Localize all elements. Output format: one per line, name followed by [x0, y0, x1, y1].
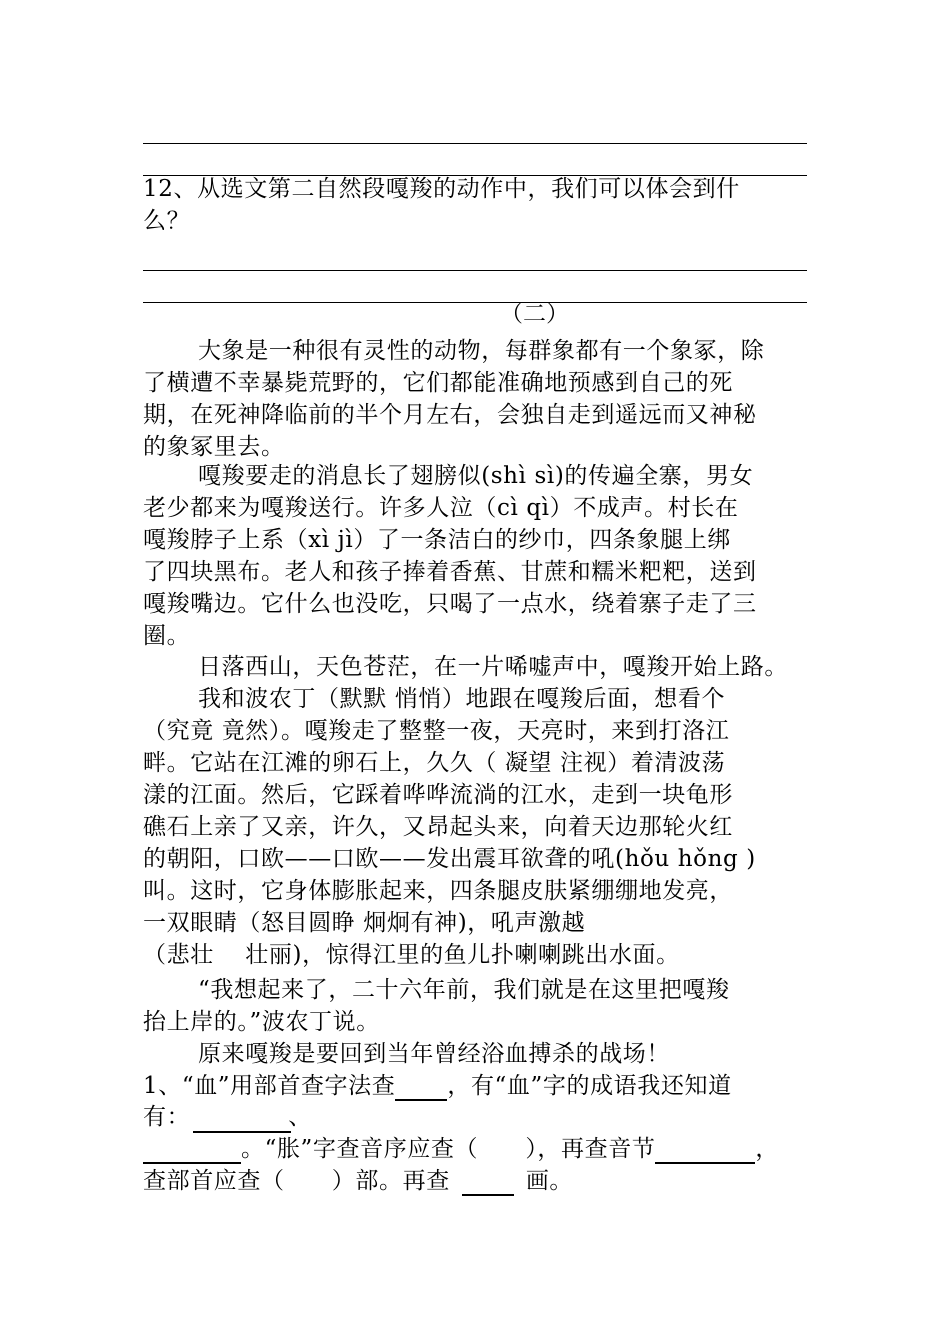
answer-line[interactable] — [143, 302, 807, 303]
idiom-blank-1-underline[interactable] — [193, 1131, 291, 1133]
question-text: 有： — [143, 1104, 191, 1130]
question-text: ，有“血”字的成语我还知道 — [447, 1073, 732, 1099]
question-text: 查部首应查（ ）部。再查 — [143, 1168, 450, 1194]
passage-line: 嘎羧要走的消息长了翅膀似(shì sì)的传遍全寨，男女 — [198, 463, 754, 489]
question-1-line — [143, 1134, 779, 1164]
question-12-line: 12、从选文第二自然段嘎羧的动作中，我们可以体会到什 — [143, 176, 740, 202]
question-text: 、 — [288, 1104, 312, 1130]
passage-line: 了四块黑布。老人和孩子捧着香蕉、甘蔗和糯米粑粑，送到 — [143, 559, 757, 585]
section-title: （二） — [500, 301, 569, 327]
passage-line: 的朝阳，口欧——口欧——发出震耳欲聋的吼(hǒu hǒng ) — [143, 846, 756, 872]
passage-line: 了横遭不幸暴毙荒野的，它们都能准确地预感到自己的死 — [143, 370, 733, 396]
passage-line: 畔。它站在江滩的卵石上，久久（ 凝望 注视）着清波荡 — [143, 750, 726, 776]
passage-line: 我和波农丁（默默 悄悄）地跟在嘎羧后面，想看个 — [198, 686, 726, 712]
question-text: 。“胀”字查音序应查（ ），再查音节 — [241, 1136, 656, 1162]
passage-line: “我想起来了，二十六年前，我们就是在这里把嘎羧 — [198, 977, 730, 1003]
passage-line: 日落西山，天色苍茫，在一片唏嘘声中，嘎羧开始上路。 — [198, 654, 788, 680]
passage-line: 的象冢里去。 — [143, 434, 285, 460]
syllable-blank[interactable] — [655, 1136, 755, 1164]
question-1-line — [143, 1166, 573, 1196]
passage-line: （究竟 竟然）。嘎羧走了整整一夜，天亮时，来到打洛江 — [143, 718, 730, 744]
passage-line: 漾的江面。然后，它踩着哗哗流淌的江水，走到一块龟形 — [143, 782, 733, 808]
passage-line: 嘎羧嘴边。它什么也没吃，只喝了一点水，绕着寨子走了三 — [143, 591, 757, 617]
radical-blank[interactable] — [395, 1073, 447, 1101]
passage-line: 原来嘎羧是要回到当年曾经浴血搏杀的战场！ — [198, 1041, 670, 1067]
question-text: ， — [755, 1136, 780, 1162]
passage-line: （悲壮 壮丽)，惊得江里的鱼儿扑喇喇跳出水面。 — [143, 942, 680, 968]
answer-line[interactable] — [143, 143, 807, 144]
question-1-line — [143, 1102, 312, 1132]
idiom-blank-1[interactable] — [190, 1106, 288, 1132]
passage-line: 一双眼睛（怒目圆睁 炯炯有神)，吼声激越 — [143, 910, 586, 936]
passage-line: 叫。这时，它身体膨胀起来，四条腿皮肤紧绷绷地发亮， — [143, 878, 733, 904]
question-12-line: 么？ — [143, 208, 191, 234]
passage-line: 老少都来为嘎羧送行。许多人泣（cì qì）不成声。村长在 — [143, 495, 739, 521]
passage-line: 嘎羧脖子上系（xì jì）了一条洁白的纱巾，四条象腿上绑 — [143, 527, 731, 553]
passage-line: 圈。 — [143, 623, 191, 649]
question-text: 画。 — [525, 1168, 574, 1194]
answer-line[interactable] — [143, 270, 807, 271]
stroke-count-blank[interactable] — [462, 1168, 514, 1196]
question-1-line — [143, 1071, 732, 1101]
passage-line: 大象是一种很有灵性的动物，每群象都有一个象冢，除 — [198, 338, 765, 364]
question-text: 1、“血”用部首查字法查 — [143, 1073, 396, 1099]
passage-line: 期，在死神降临前的半个月左右，会独自走到遥远而又神秘 — [143, 402, 757, 428]
idiom-blank-2[interactable] — [143, 1136, 241, 1164]
passage-line: 礁石上亲了又亲，许久，又昂起头来，向着天边那轮火红 — [143, 814, 733, 840]
passage-line: 抬上岸的。”波农丁说。 — [143, 1009, 380, 1035]
